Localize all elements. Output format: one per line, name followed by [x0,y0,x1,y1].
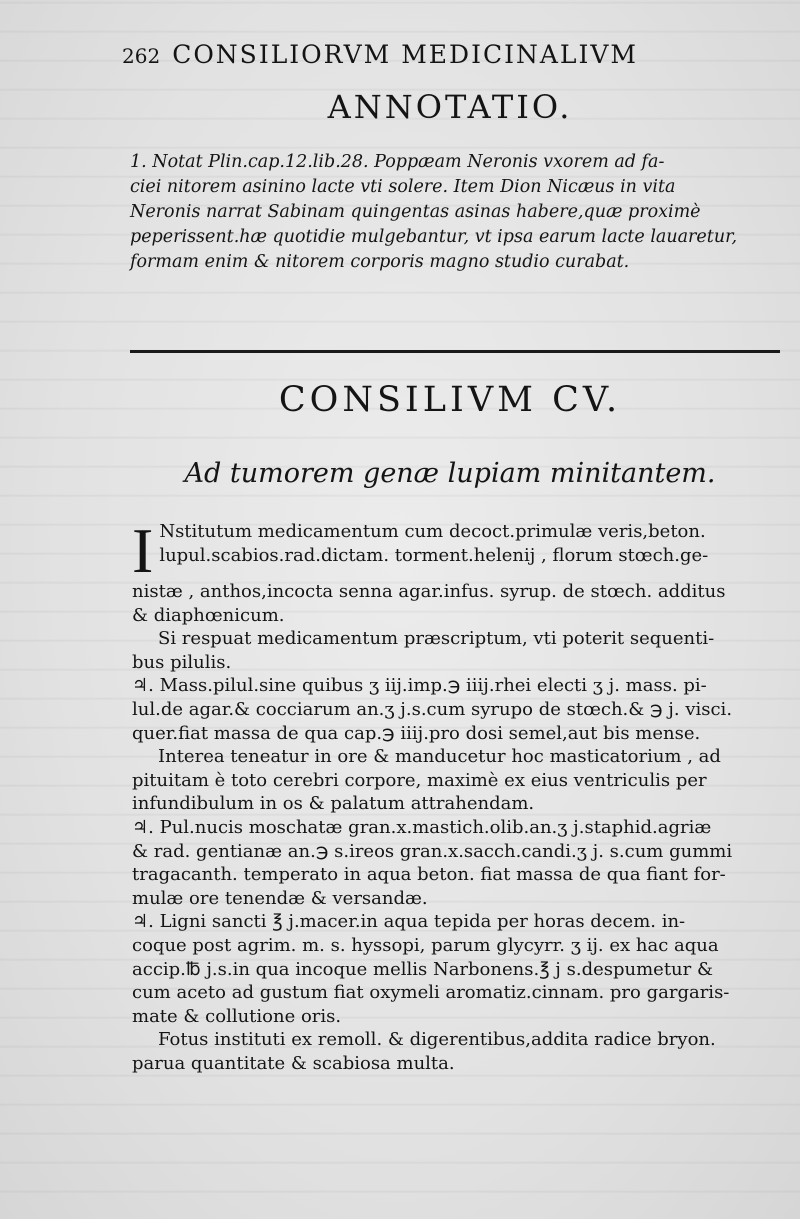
running-title: CONSILIORVM MEDICINALIVM [172,40,639,69]
body-line: Interea teneatur in ore & manducetur hoc masticatorium , ad [158,746,721,768]
paragraph [132,627,782,674]
body-line: Nstitutum medicamentum cum decoct.primulæ veris,beton. [159,521,706,542]
body-line: nistæ , anthos,incocta senna agar.infus. syrup. de stœch. additus [132,581,726,602]
recipe-paragraph [132,816,782,910]
recipe-paragraph [132,910,782,1028]
page-number: 262 [122,44,161,68]
body-line: lupul.scabios.rad.dictam. torment.helenij , florum stœch.ge- [159,544,709,566]
annotatio-line: peperissent.hæ quotidie mulgebantur, vt ipsa earum lacte lauaretur, [130,227,738,247]
section-rule [130,350,780,353]
drop-capital: I [132,515,154,586]
body-line: bus pilulis. [132,651,232,673]
body-line: coque post agrim. m. s. hyssopi, parum glycyrr. ʒ ij. ex hac aqua [132,934,719,956]
annotatio-heading: ANNOTATIO. [327,88,573,126]
paragraph [132,1028,782,1075]
running-head [122,40,762,69]
body-line: mate & collutione oris. [132,1005,342,1027]
body-line: mulæ ore tenendæ & versandæ. [132,887,428,909]
body-line: lul.de agar.& cocciarum an.ʒ j.s.cum syrupo de stœch.& ℈ j. visci. [132,698,733,720]
recipe-paragraph [132,674,782,745]
consilium-heading: CONSILIVM CV. [278,380,622,420]
body-line: ♃. Pul.nucis moschatæ gran.x.mastich.olib.an.ʒ j.staphid.agriæ [132,816,712,838]
body-line: ♃. Ligni sancti ℥ j.macer.in aqua tepida per horas decem. in- [132,911,686,933]
body-line: cum aceto ad gustum fiat oxymeli aromatiz.cinnam. pro gargaris- [132,982,730,1004]
body-line: Si respuat medicamentum præscriptum, vti poterit sequenti- [158,628,715,650]
consilium-body [132,515,782,1075]
annotatio-line: ciei nitorem asinino lacte vti solere. Item Dion Nicæus in vita [130,177,676,197]
body-line: ♃. Mass.pilul.sine quibus ʒ iij.imp.℈ iiij.rhei electi ʒ j. mass. pi- [132,675,707,697]
body-line: & diaphœnicum. [132,604,285,626]
annotatio-line: 1. Notat Plin.cap.12.lib.28. Poppæam Neronis vxorem ad fa- [130,152,665,172]
annotatio-line: formam enim & nitorem corporis magno studio curabat. [130,252,630,272]
body-line: infundibulum in os & palatum attrahendam. [132,793,535,815]
annotatio-text [130,150,780,275]
body-line: parua quantitate & scabiosa multa. [132,1052,455,1074]
annotatio-line: Neronis narrat Sabinam quingentas asinas habere,quæ proximè [130,202,701,222]
body-line: Fotus instituti ex remoll. & digerentibus,addita radice bryon. [158,1029,716,1051]
paragraph [132,745,782,816]
consilium-subtitle: Ad tumorem genæ lupiam minitantem. [184,458,716,489]
body-line: pituitam è toto cerebri corpore, maximè ex eius ventriculis per [132,769,707,791]
body-line: tragacanth. temperato in aqua beton. fiat massa de qua fiant for- [132,864,726,886]
first-paragraph [132,515,782,627]
body-line: & rad. gentianæ an.℈ s.ireos gran.x.sacch.candi.ʒ j. s.cum gummi [132,840,733,862]
body-line: quer.fiat massa de qua cap.℈ iiij.pro dosi semel,aut bis mense. [132,722,701,744]
body-line: accip.℔ j.s.in qua incoque mellis Narbonens.℥ j s.despumetur & [132,958,713,980]
